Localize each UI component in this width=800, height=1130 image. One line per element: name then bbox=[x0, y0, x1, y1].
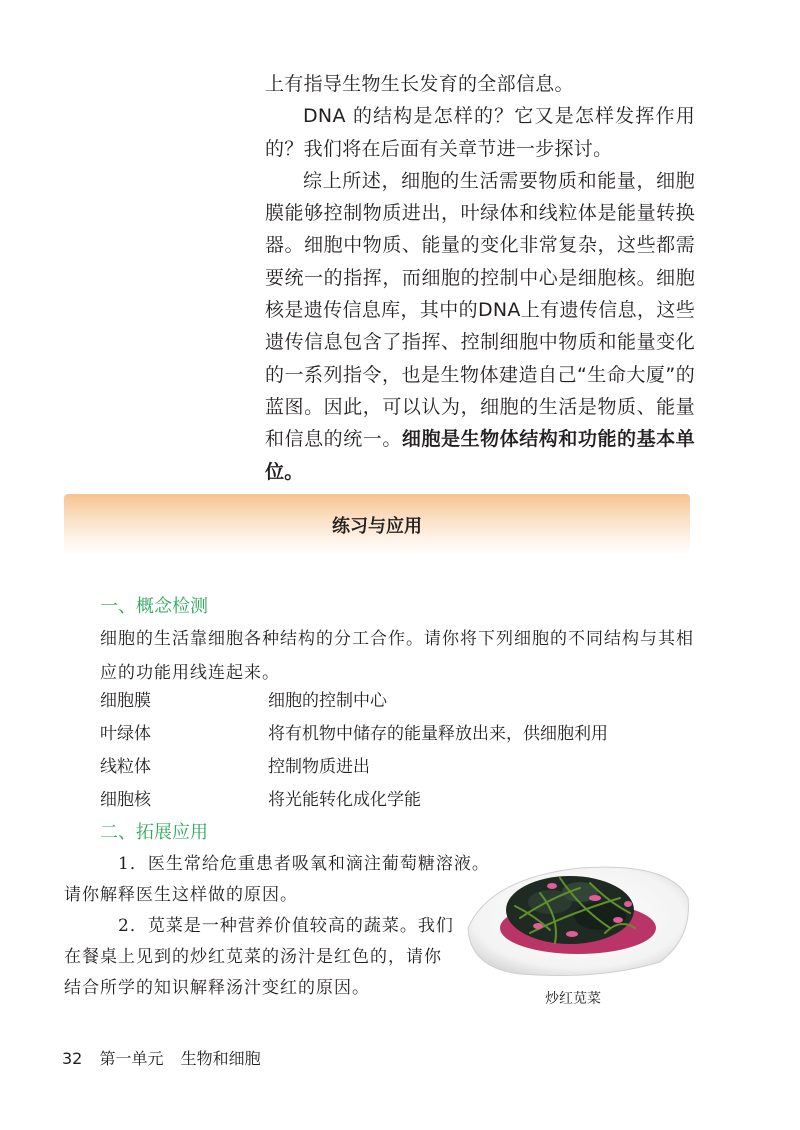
page-number: 32 bbox=[62, 1049, 83, 1068]
exercise-banner bbox=[64, 494, 690, 556]
main-text bbox=[265, 68, 695, 488]
structure-item: 叶绿体 bbox=[100, 724, 151, 744]
section-concept-check-intro: 细胞的生活靠细胞各种结构的分工合作。请你将下列细胞的不同结构与其相应的功能用线连起来。 bbox=[100, 629, 694, 683]
question-2-line-3: 结合所学的知识解释汤汁变红的原因。 bbox=[64, 978, 370, 998]
paragraph-2: DNA 的结构是怎样的？它又是怎样发挥作用的？我们将在后面有关章节进一步探讨。 bbox=[265, 105, 695, 160]
paragraph-3-text: 综上所述，细胞的生活需要物质和能量，细胞膜能够控制物质进出，叶绿体和线粒体是能量转换器。细胞中物质、能量的变化非常复杂，这些都需要统一的指挥，而细胞的控制中心是细胞核。细胞核是遗传信息库，其中的DNA上有遗传信息，这些遗传信息包含了指挥、控制细胞中物质和能量变化的一系列指令，也是生物体建造自己“生命大厦”的蓝图。因此，可以认为，细胞的生活是物质、能量和信息的统一。 bbox=[265, 169, 695, 451]
section-concept-check-title: 一、概念检测 bbox=[100, 596, 208, 617]
question-2-line-2: 在餐桌上见到的炒红苋菜的汤汁是红色的，请你 bbox=[64, 947, 442, 967]
structure-item: 细胞核 bbox=[100, 790, 151, 810]
page-footer bbox=[62, 1046, 273, 1069]
function-item: 控制物质进出 bbox=[268, 757, 370, 777]
structure-item: 线粒体 bbox=[100, 757, 151, 777]
paragraph-3-conclusion: 细胞是生物体结构和功能的基本单位。 bbox=[265, 428, 695, 483]
question-1-line-2: 请你解释医生这样做的原因。 bbox=[64, 885, 298, 905]
question-2-line-1: 2．苋菜是一种营养价值较高的蔬菜。我们 bbox=[118, 916, 454, 936]
paragraph-3 bbox=[265, 165, 695, 488]
exercise-banner-title: 练习与应用 bbox=[332, 516, 422, 537]
stir-fried-amaranth-photo bbox=[460, 858, 692, 980]
unit-label: 第一单元 bbox=[99, 1049, 164, 1068]
function-item: 将光能转化成化学能 bbox=[268, 790, 421, 810]
photo-caption: 炒红苋菜 bbox=[545, 991, 601, 1007]
section-extended-application-title: 二、拓展应用 bbox=[100, 822, 208, 843]
function-item: 将有机物中储存的能量释放出来，供细胞利用 bbox=[268, 724, 608, 744]
question-1-line-1: 1．医生常给危重患者吸氧和滴注葡萄糖溶液。 bbox=[118, 854, 490, 874]
structure-item: 细胞膜 bbox=[100, 691, 151, 711]
paragraph-1: 上有指导生物生长发育的全部信息。 bbox=[265, 73, 574, 95]
unit-title: 生物和细胞 bbox=[180, 1049, 261, 1068]
function-item: 细胞的控制中心 bbox=[268, 691, 387, 711]
